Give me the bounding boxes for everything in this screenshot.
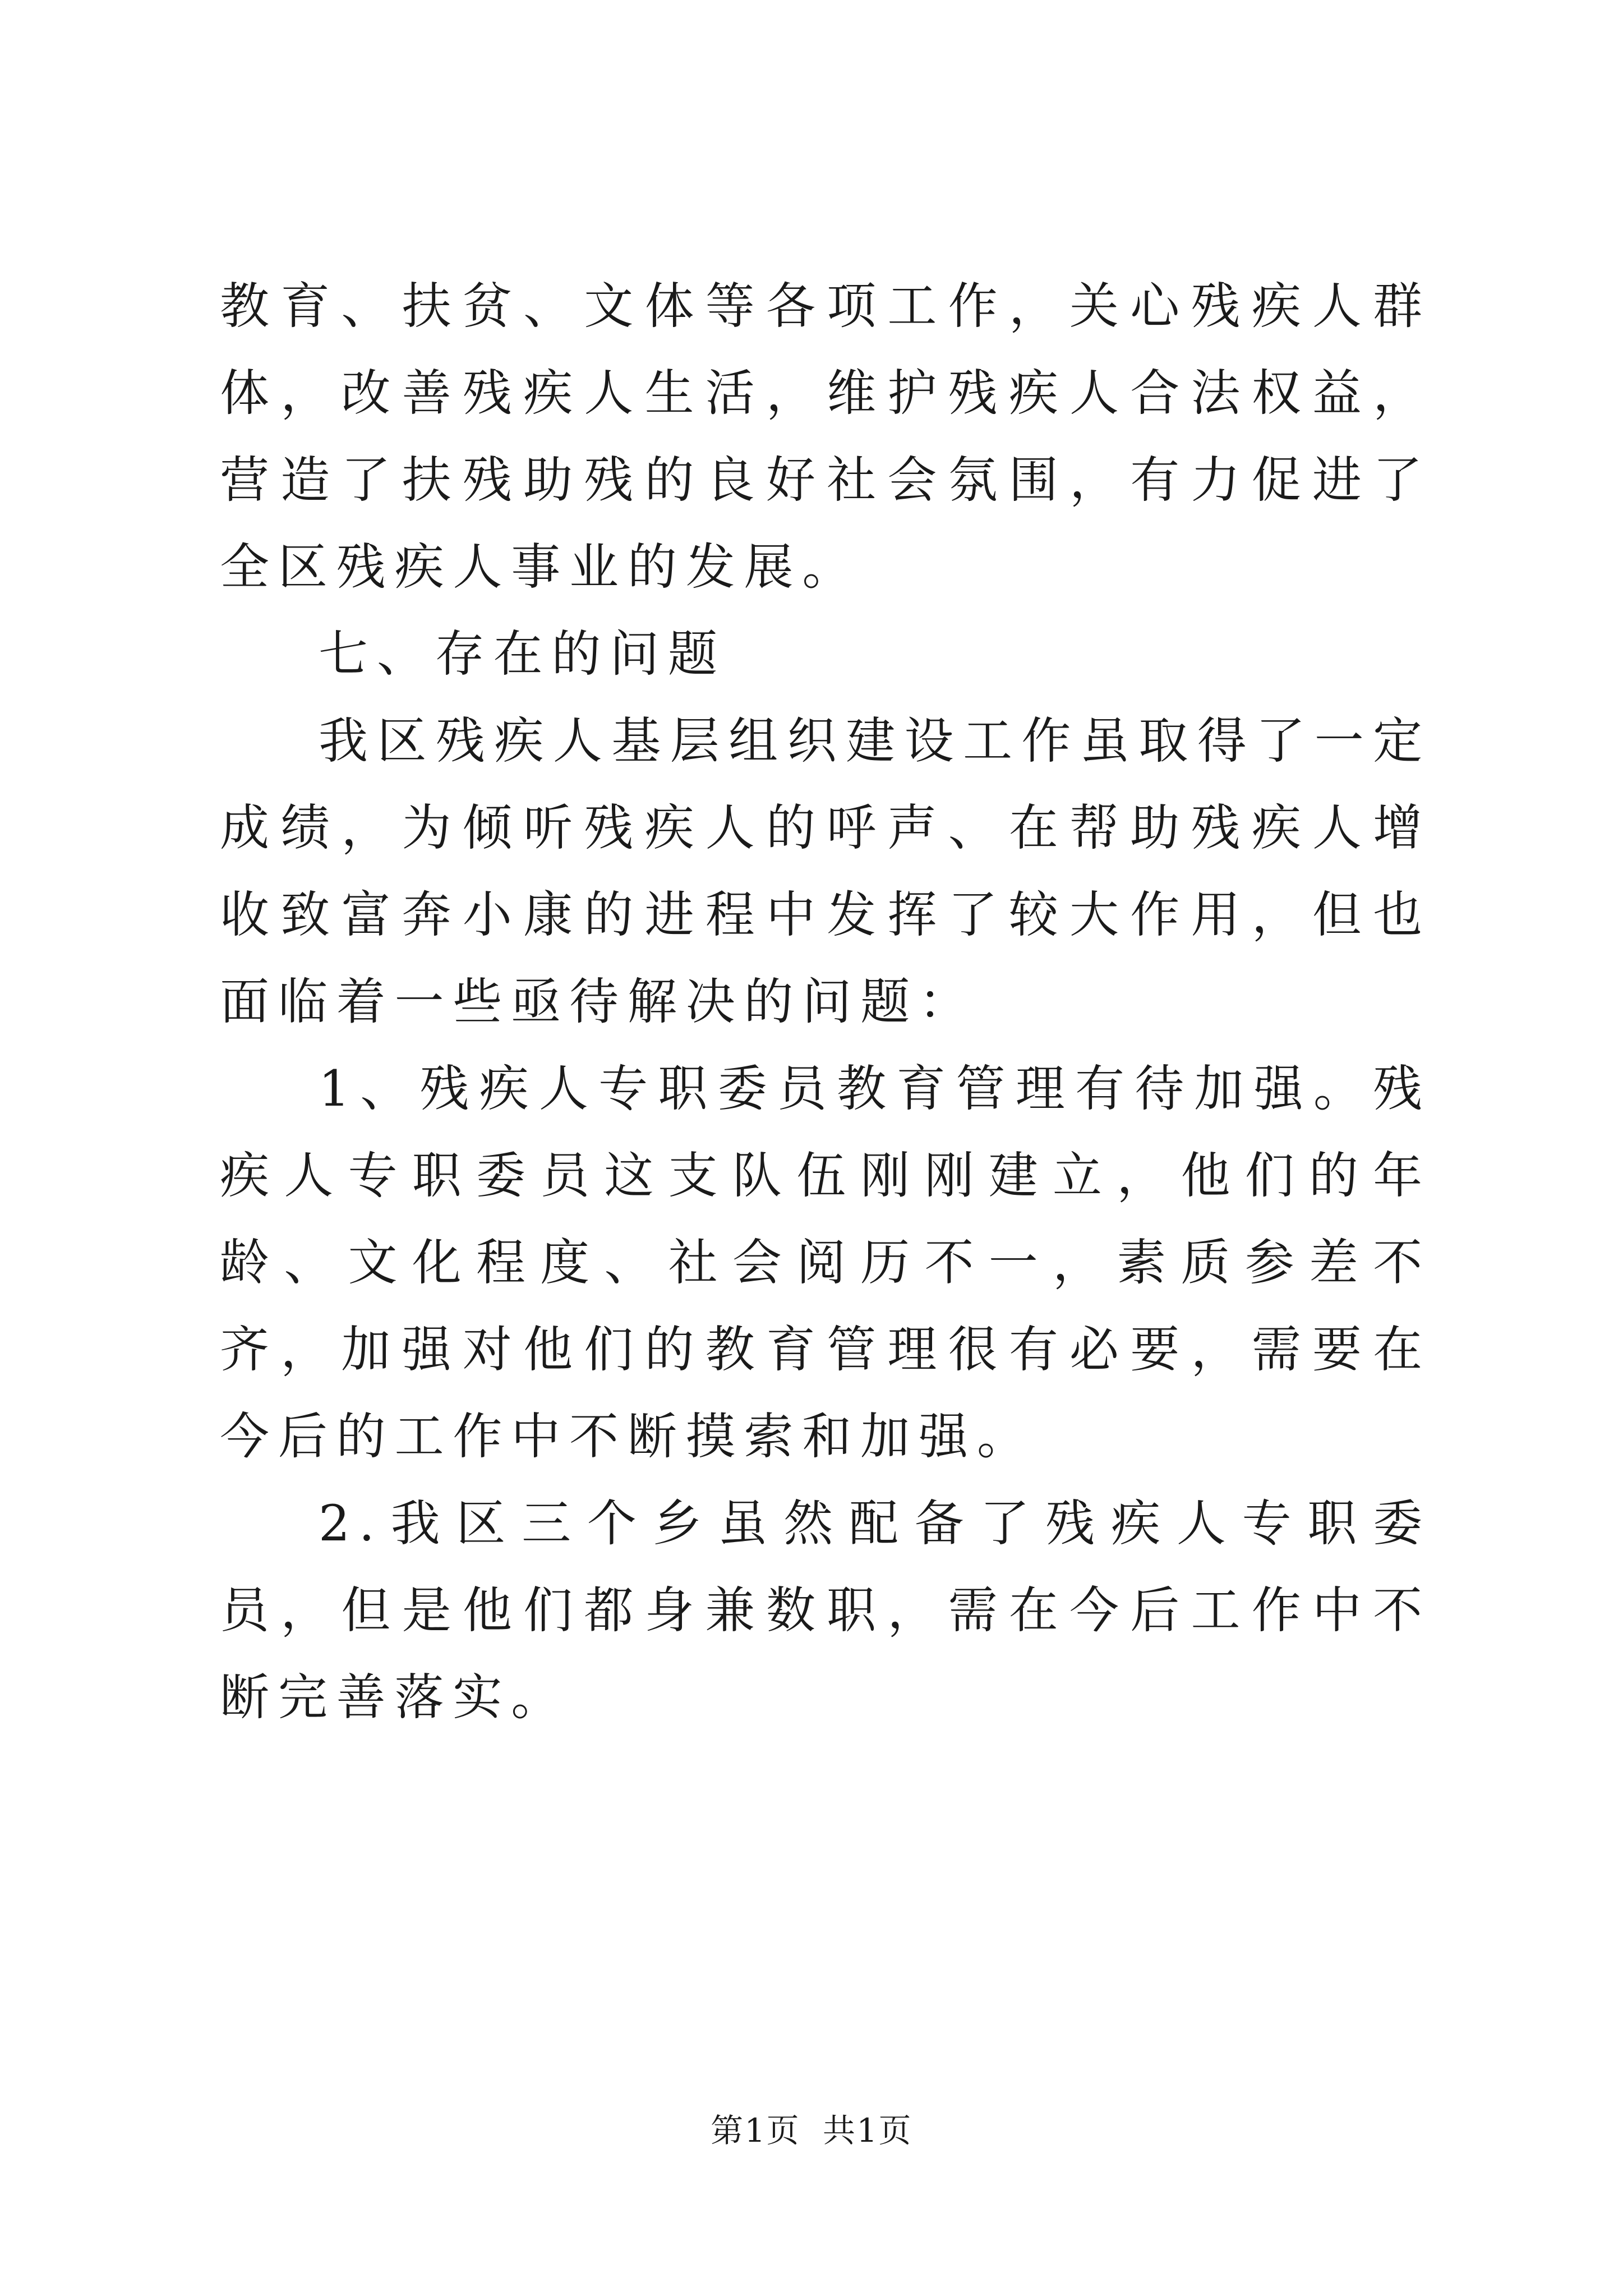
document-body — [220, 263, 1431, 1741]
paragraph-continued: 教育、扶贫、文体等各项工作，关心残疾人群体，改善残疾人生活，维护残疾人合法权益，营造了扶残助残的良好社会氛围，有力促进了全区残疾人事业的发展。 — [220, 277, 1431, 596]
page-footer — [0, 2108, 1623, 2153]
paragraph-issue-1: 1、残疾人专职委员教育管理有待加强。残疾人专职委员这支队伍刚刚建立，他们的年龄、文化程度、社会阅历不一，素质参差不齐，加强对他们的教育管理很有必要，需要在今后的工作中不断摸索和加强。 — [220, 1060, 1431, 1465]
section-heading: 七、存在的问题 — [319, 625, 726, 683]
page-total: 共1页 — [823, 2111, 912, 2150]
page-number: 第1页 — [711, 2111, 800, 2150]
paragraph-intro: 我区残疾人基层组织建设工作虽取得了一定成绩，为倾听残疾人的呼声、在帮助残疾人增收致富奔小康的进程中发挥了较大作用，但也面临着一些亟待解决的问题： — [220, 712, 1431, 1030]
paragraph-issue-2: 2.我区三个乡虽然配备了残疾人专职委员，但是他们都身兼数职，需在今后工作中不断完善落实。 — [220, 1494, 1431, 1726]
